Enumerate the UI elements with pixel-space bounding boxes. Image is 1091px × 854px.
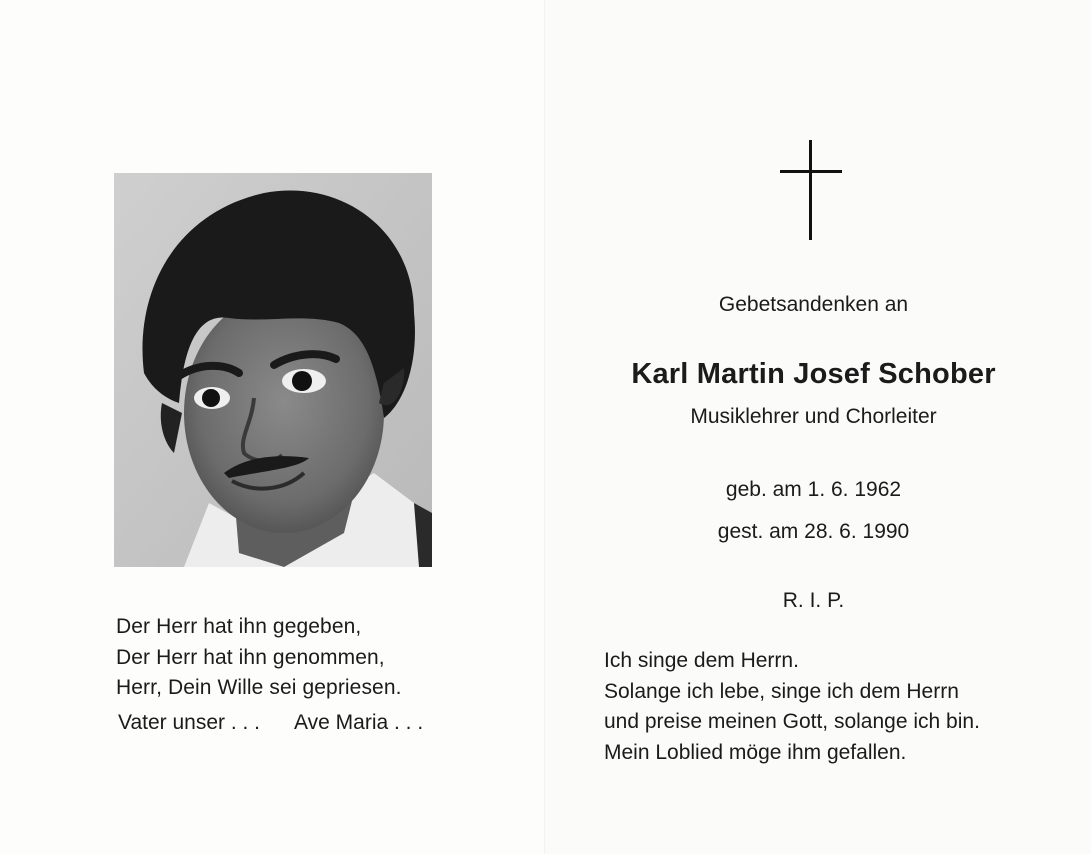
prayer-vater-unser: Vater unser . . . — [118, 711, 261, 734]
prayers-line — [118, 711, 423, 735]
rip-text: R. I. P. — [782, 589, 845, 612]
right-verse-line: Mein Loblied möge ihm gefallen. — [604, 740, 907, 764]
left-verse-line: Der Herr hat ihn gegeben, — [116, 615, 362, 638]
right-verse-line: Solange ich lebe, singe ich dem Herrn — [604, 679, 959, 703]
right-verse — [604, 646, 980, 768]
left-verse — [116, 612, 402, 704]
left-verse-line: Der Herr hat ihn genommen, — [116, 645, 385, 669]
deceased-name: Karl Martin Josef Schober — [631, 358, 996, 390]
left-verse-line: Herr, Dein Wille sei gepriesen. — [116, 676, 402, 699]
prayer-ave-maria: Ave Maria . . . — [294, 711, 424, 734]
right-verse-line: und preise meinen Gott, solange ich bin. — [604, 710, 980, 733]
right-verse-line: Ich singe dem Herrn. — [604, 649, 799, 672]
intro-text: Gebetsandenken an — [718, 293, 909, 316]
birth-date: geb. am 1. 6. 1962 — [725, 478, 902, 501]
left-panel — [0, 0, 545, 854]
portrait-photo — [114, 173, 432, 567]
cross-icon — [780, 140, 842, 240]
death-date: gest. am 28. 6. 1990 — [717, 520, 910, 543]
profession-text: Musiklehrer und Chorleiter — [690, 405, 937, 428]
